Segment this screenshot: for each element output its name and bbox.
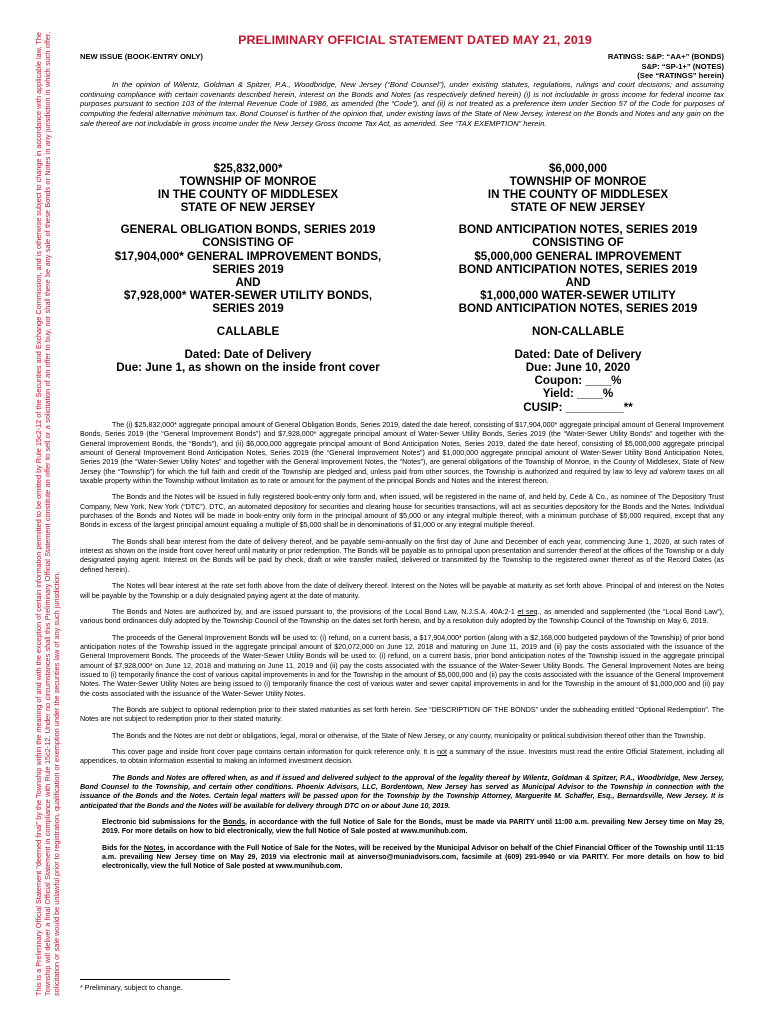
paragraph-quick-reference-end: a summary of the issue. Investors must read the entire Official Statement, including all appendices, to obtain information essential to making an informed investment decision. bbox=[80, 747, 725, 766]
rating-reference: (See “RATINGS” herein) bbox=[637, 71, 724, 81]
see-term: See bbox=[414, 705, 428, 714]
notes-cusip: CUSIP: _________** bbox=[523, 400, 633, 414]
paragraph-authorization-end: ., as amended and supplemented (the “Local Bond Law”), various bond ordinances duly adopted by the Township Council of the Township on the dates set forth herein, and by a resolution duly adopted by the Township Council of the Township on May 6, 2019. bbox=[80, 607, 724, 626]
paragraph-quick-reference bbox=[80, 748, 724, 767]
notes-yield: Yield: ____% bbox=[542, 387, 614, 401]
bonds-column bbox=[80, 162, 416, 374]
bonds-county: IN THE COUNTY OF MIDDLESEX bbox=[157, 188, 339, 202]
paragraph-redemption-text: The Bonds are subject to optional redemption prior to their stated maturities as set forth herein. bbox=[112, 705, 415, 714]
bonds-state: STATE OF NEW JERSEY bbox=[180, 201, 316, 215]
paragraph-note-bids-end: , in accordance with the Full Notice of Sale for the Notes, will be received by the Municipal Advisor on behalf of the Chief Financial Officer of the Township until 11:15 a.m. prevailing New Jersey time on May 29, 2019 via electronic mail at ainverso@muniadvisors.com, facsimile at (609) 291-9940 or via PARITY. For more details on how to bid electronically, view the full Notice of Sale posted at www.munihub.com. bbox=[102, 843, 724, 871]
bonds-part1b: SERIES 2019 bbox=[212, 262, 284, 276]
notes-state: STATE OF NEW JERSEY bbox=[510, 201, 646, 215]
paragraph-quick-reference-text: This cover page and inside front cover page contains certain information for quick reference only. It is bbox=[112, 747, 438, 756]
bond-counsel-opinion: In the opinion of Wilentz, Goldman & Spitzer, P.A., Woodbridge, New Jersey (“Bond Counsel”), under existing statutes, regulations, rulings and court decisions; and assuming continuing compliance with certain covenants described herein, interest on the Bonds and Notes (as respectively defined herein) (i) is not includable in gross income for federal income tax purposes pursuant to section 103 of the Internal Revenue Code of 1986, as amended (the “Code”), and (ii) is not treated as a preference item under Section 57 of the Code for purposes of computing the federal alternative minimum tax. Bond Counsel is further of the opinion that, under existing laws of the State of New Jersey, interest on the Bonds and Notes and any gain on the sale thereof are not includable in gross income under the New Jersey Gross Income Tax Act, as amended. See “TAX EXEMPTION” herein. bbox=[80, 80, 724, 128]
rating-notes: S&P: “SP-1+” (NOTES) bbox=[641, 61, 724, 71]
bonds-and: AND bbox=[235, 275, 261, 289]
paragraph-obligations-end: taxes on all taxable property within the Township without limitation as to rate or amount for the payment of the principal Bonds and Notes and the interest thereon. bbox=[80, 467, 724, 486]
notes-and: AND bbox=[565, 275, 591, 289]
bonds-callable: CALLABLE bbox=[216, 325, 280, 339]
bonds-consisting: CONSISTING OF bbox=[202, 236, 294, 250]
bonds-part2a: $7,928,000* WATER-SEWER UTILITY BONDS, bbox=[123, 288, 373, 302]
paragraph-not-state-debt: The Bonds and the Notes are not debt or obligations, legal, moral or otherwise, of the State of New Jersey, or any county, municipality or political subdivision thereof other than the Township. bbox=[112, 731, 706, 740]
paragraph-obligations-text: The (i) $25,832,000* aggregate principal amount of General Obligation Bonds, Series 2019, dated the date hereof, consisting of $17,904,000* aggregate principal amount of General Improvement Bonds, Series 2019 (the “General Improvement Bonds”) and $7,928,000* aggregate principal amount of Water-Sewer Utility Bonds, Series 2019 (the “Water-Sewer Utility Bonds” and together with the General Improvement Bonds, the “Bonds”), and (ii) $6,000,000 aggregate principal amount of Bond Anticipation Notes, Series 2019, dated the date hereof, consisting of $5,000,000 aggregate principal amount of General Improvement Bond Anticipation Notes, Series 2019 (the “General Improvement Notes”) and $1,000,000 aggregate principal amount of Water-Sewer Utility Bond Anticipation Notes, Series 2019 (the “Water-Sewer Utility Notes” and together with the General Improvement Notes, the “Notes”), are general obligations of the Township of Monroe, in the County of Middlesex, State of New Jersey (the “Township”) for which the full faith and credit of the Township are pledged and, unless paid from other sources, the Township is authorized and required by law to levy bbox=[80, 421, 724, 476]
paragraph-redemption bbox=[80, 706, 724, 725]
paragraph-book-entry: The Bonds and the Notes will be issued in fully registered book-entry only form and, when issued, will be registered in the name of, and held by, Cede & Co., as nominee of The Depository Trust Company, New York, New York (“DTC”). DTC, an automated depository for securities and clearing house for securities transactions, will act as securities depository for the Bonds and the Notes. Individual purchases of the Bonds and Notes will be made in book-entry only form in the principal amount of $5,000 or any integral multiple thereof, with a minimum purchase of $5,000 required, except that any Bonds in excess of the largest principal amount equaling a multiple of $5,000 shall be in denominations of $1,000 or any integral multiple thereof. bbox=[80, 493, 724, 530]
paragraph-bond-bids-end: , in accordance with the full Notice of Sale for the Bonds, must be made via PARITY until 11:00 a.m. prevailing New Jersey time on May 29, 2019. For more details on how to bid electronically, view the full Notice of Sale posted at www.munihub.com. bbox=[102, 818, 724, 836]
paragraph-proceeds: The proceeds of the General Improvement Bonds will be used to: (i) refund, on a current basis, a $17,904,000* portion (along with a $2,168,000 budgeted paydown of the Township) of prior bond anticipation notes of the Township issued in the aggregate principal amount of $20,072,000 on June 12, 2018 and maturing on June 11, 2019 and (ii) pay the costs associated with the issuance of the General Improvement Bonds. The proceeds of the Water-Sewer Utility Bonds will be used to: (i) refund, on a current basis, prior bond anticipation notes of the Township issued in the aggregate principal amount of $7,928,000* on June 12, 2018 and maturing on June 11, 2019 and (ii) pay the costs associated with the issuance of the Water-Sewer Utility Bonds. The General Improvement Notes are being issued to (i) temporarily finance the cost of various capital improvements in and for the Township in the amount of $5,000,000 and (ii) pay the costs associated with the issuance of the General Improvement Notes. The Water-Sewer Utility Notes are being issued to (i) temporarily finance the cost of various water and sewer capital improvements in and for the Township in the amount of $1,000,000 and (ii) pay the costs associated with the issuance of the Water-Sewer Utility Notes. bbox=[80, 633, 724, 698]
paragraph-authorization bbox=[80, 608, 724, 627]
notes-dated: Dated: Date of Delivery bbox=[514, 348, 642, 362]
ratings-block bbox=[608, 52, 724, 81]
body-text bbox=[80, 421, 724, 879]
paragraph-authorization-text: The Bonds and Notes are authorized by, and are issued pursuant to, the provisions of the Local Bond Law, N.J.S.A. 40A:2-1 bbox=[112, 607, 518, 616]
paragraph-note-bids-text: Bids for the bbox=[102, 843, 144, 852]
paragraph-offering: The Bonds and Notes are offered when, as and if issued and delivered subject to the approval of the legality thereof by Wilentz, Goldman & Spitzer, P.A., Woodbridge, New Jersey, Bond Counsel to the Township, and certain other conditions. Phoenix Advisors, LLC, Bordentown, New Jersey has served as Municipal Advisor to the Township in connection with the issuance of the Bonds and the Notes. Certain legal matters will be passed upon for the Township by the Township Attorney, Marguerite M. Schaffer, Esq., Bernardsville, New Jersey. It is anticipated that the Bonds and the Notes will be available for delivery through DTC on or about June 10, 2019. bbox=[80, 773, 724, 810]
side-disclaimer bbox=[0, 0, 70, 1024]
not-term: not bbox=[437, 747, 447, 756]
notes-coupon: Coupon: ____% bbox=[534, 374, 622, 388]
notes-county: IN THE COUNTY OF MIDDLESEX bbox=[487, 188, 669, 202]
notes-part1b: BOND ANTICIPATION NOTES, SERIES 2019 bbox=[458, 262, 698, 276]
side-disclaimer-text: This is a Preliminary Official Statement "deemed final" by the Township within the meaning of and with the exception of certain information permitted to be omitted by Rule 15c2-12 of the Securities and Exchange Commission, and is otherwise subject to change in accordance with applicable law. The Township will deliver a final Official Statement in compliance with Rule 15c2-12. Under no circumstances shall this Preliminary Official Statement constitute an offer to sell or a solicitation of an offer to buy, nor shall there be any sale of these Bonds or Notes in any jurisdiction in which such offer, solicitation or sale would be unlawful prior to registration, qualification or exemption under the securities law of any such jurisdiction. bbox=[34, 32, 62, 996]
notes-name: BOND ANTICIPATION NOTES, SERIES 2019 bbox=[458, 223, 698, 237]
paragraph-obligations bbox=[80, 421, 724, 486]
paragraph-bond-interest: The Bonds shall bear interest from the date of delivery thereof, and be payable semi-annually on the first day of June and December of each year, commencing June 1, 2020, at such rates of interest as shown on the inside front cover hereof until maturity or prior redemption. The Bonds will be payable as to principal upon presentation and surrender thereof at the offices of the Township or a duly designated paying agent. Interest on the Bonds will be paid by check, draft or wire transfer mailed, delivered or transmitted by the Township to the registered owner thereof as of the Record Dates (as defined herein). bbox=[80, 537, 724, 574]
paragraph-bond-bids-text: Electronic bid submissions for the bbox=[102, 818, 223, 827]
et-seq-term: et seq bbox=[517, 607, 538, 616]
paragraph-note-bids bbox=[102, 844, 724, 872]
notes-part2a: $1,000,000 WATER-SEWER UTILITY bbox=[480, 288, 676, 302]
bonds-due: Due: June 1, as shown on the inside front cover bbox=[116, 361, 380, 375]
bonds-name: GENERAL OBLIGATION BONDS, SERIES 2019 bbox=[120, 223, 376, 237]
bonds-issuer: TOWNSHIP OF MONROE bbox=[179, 175, 317, 189]
notes-part1a: $5,000,000 GENERAL IMPROVEMENT bbox=[474, 249, 682, 263]
notes-due: Due: June 10, 2020 bbox=[525, 361, 631, 375]
bonds-term: Bonds bbox=[222, 818, 246, 827]
document-title: PRELIMINARY OFFICIAL STATEMENT DATED MAY 21, 2019 bbox=[238, 33, 592, 47]
footnote: * Preliminary, subject to change. bbox=[80, 983, 183, 992]
bonds-dated: Dated: Date of Delivery bbox=[184, 348, 312, 362]
issue-type: NEW ISSUE (BOOK-ENTRY ONLY) bbox=[80, 52, 203, 61]
paragraph-note-interest: The Notes will bear interest at the rate set forth above from the date of delivery thereof. Interest on the Notes will be payable at maturity as set forth above. Principal of and interest on the Notes will be payable by the Township or a duly designated paying agent at the date of maturity. bbox=[80, 582, 724, 600]
paragraph-bond-bids bbox=[102, 818, 724, 837]
notes-consisting: CONSISTING OF bbox=[532, 236, 624, 250]
footnote-divider bbox=[80, 979, 230, 980]
notes-amount: $6,000,000 bbox=[548, 162, 608, 175]
notes-column bbox=[410, 162, 746, 414]
paragraph-redemption-end: “DESCRIPTION OF THE BONDS” under the subheading entitled “Optional Redemption”. The Notes are not subject to redemption prior to their stated maturity. bbox=[80, 705, 724, 724]
notes-callable: NON-CALLABLE bbox=[531, 325, 625, 339]
bonds-amount: $25,832,000* bbox=[213, 162, 283, 175]
bonds-part2b: SERIES 2019 bbox=[212, 301, 284, 315]
notes-term: Notes bbox=[143, 843, 164, 852]
notes-issuer: TOWNSHIP OF MONROE bbox=[509, 175, 647, 189]
bonds-part1a: $17,904,000* GENERAL IMPROVEMENT BONDS, bbox=[114, 249, 382, 263]
rating-bonds: RATINGS: S&P: “AA+” (BONDS) bbox=[607, 52, 724, 61]
ad-valorem-term: ad valorem bbox=[649, 467, 685, 476]
notes-part2b: BOND ANTICIPATION NOTES, SERIES 2019 bbox=[458, 301, 698, 315]
